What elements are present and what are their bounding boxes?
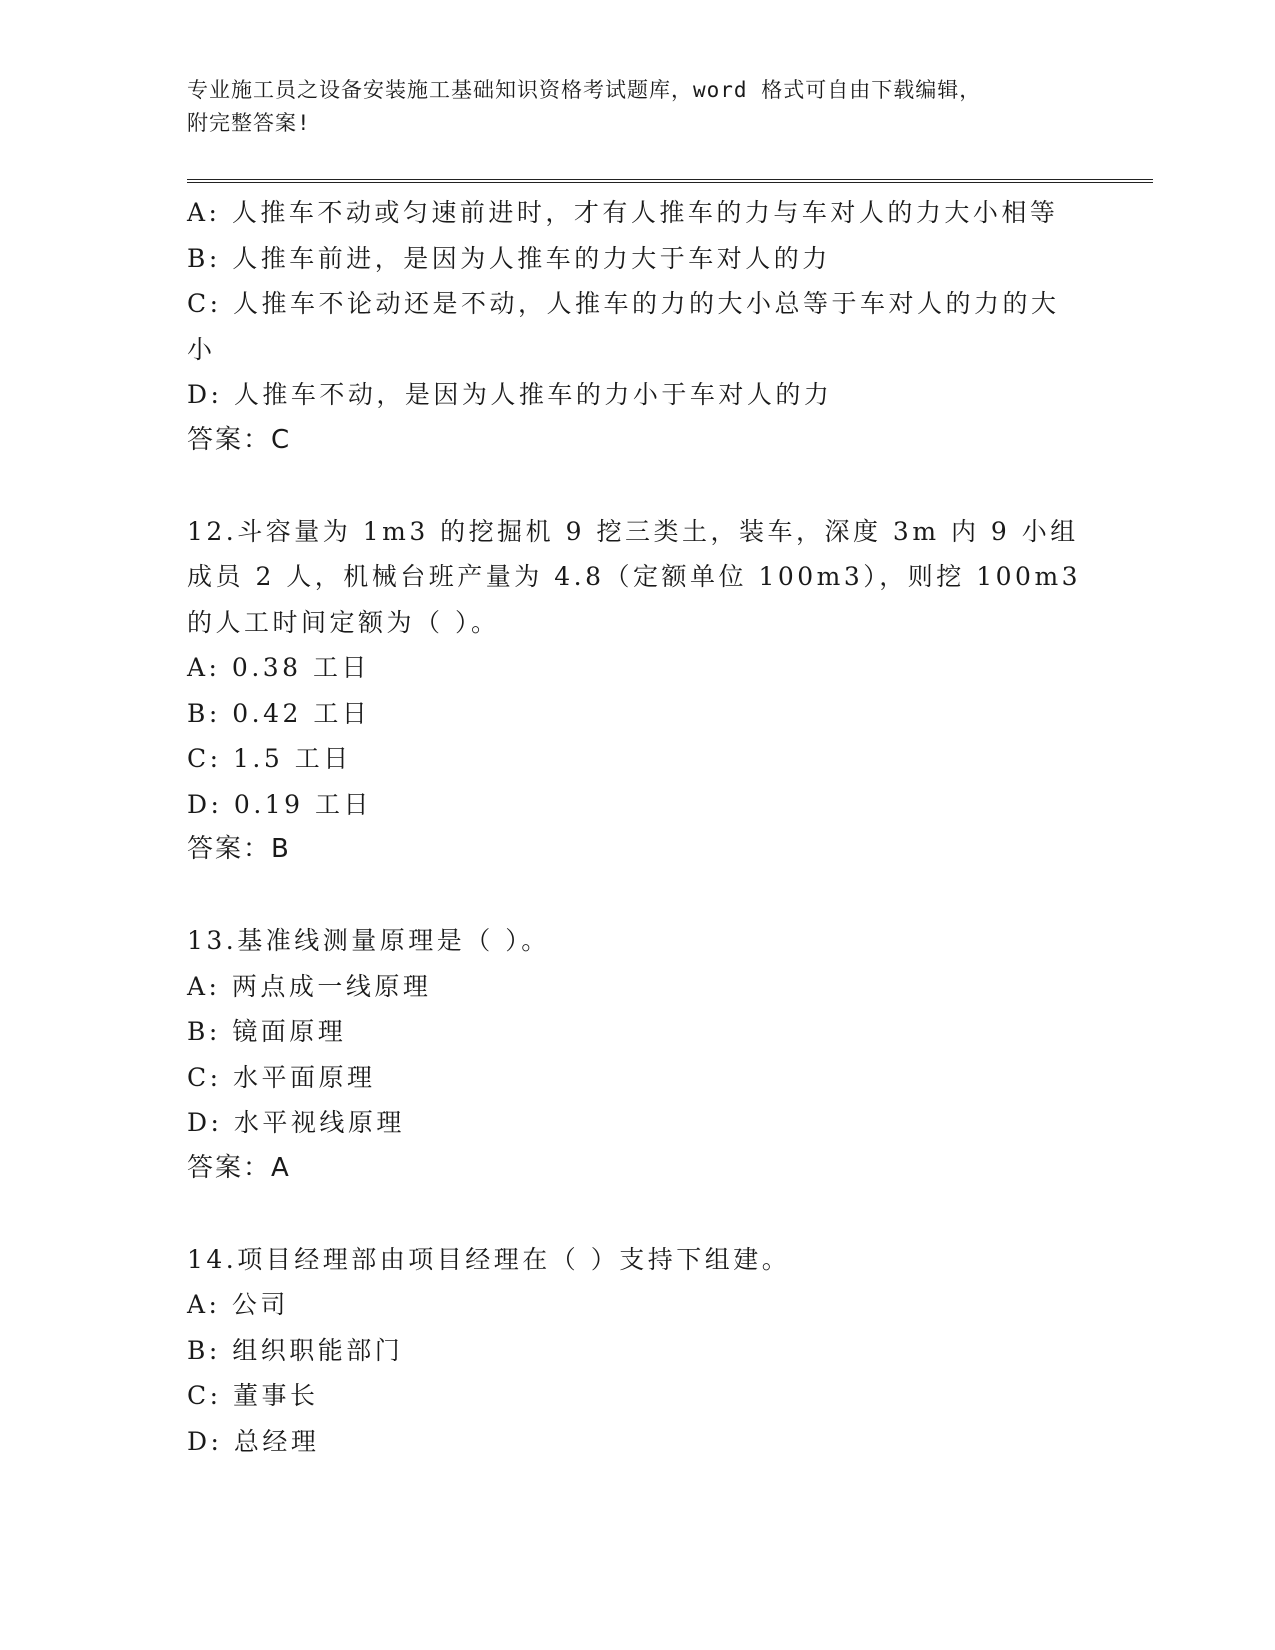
option-b: B: 组织职能部门 [187, 1335, 404, 1365]
question-11 [187, 190, 1087, 463]
answer-label: 答案：A [187, 1152, 291, 1183]
option-a: A: 人推车不动或匀速前进时，才有人推车的力与车对人的力大小相等 [187, 198, 1059, 227]
question-stem: 14.项目经理部由项目经理在（ ）支持下组建。 [187, 1244, 791, 1274]
spacer [187, 1191, 1087, 1237]
option-d: D: 0.19 工日 [187, 789, 373, 819]
question-14 [187, 1237, 1087, 1465]
question-13 [187, 918, 1087, 1191]
document-header [187, 74, 1087, 140]
option-d: D: 水平视线原理 [187, 1108, 405, 1137]
header-divider [187, 179, 1153, 183]
option-a: A: 公司 [187, 1290, 289, 1319]
option-a: A: 两点成一线原理 [187, 971, 432, 1001]
option-c: C: 董事长 [187, 1381, 319, 1410]
spacer [187, 873, 1087, 919]
answer-label: 答案：C [187, 424, 292, 455]
header-line-2: 附完整答案! [187, 111, 311, 135]
option-b: B: 人推车前进，是因为人推车的力大于车对人的力 [187, 243, 831, 273]
option-d: D: 人推车不动，是因为人推车的力小于车对人的力 [187, 380, 833, 409]
option-c: C: 1.5 工日 [187, 744, 352, 773]
option-a: A: 0.38 工日 [187, 653, 371, 682]
option-c: C: 水平面原理 [187, 1062, 376, 1092]
option-d: D: 总经理 [187, 1426, 320, 1456]
option-c: C: 人推车不论动还是不动，人推车的力的大小总等于车对人的力的大小 [187, 289, 1060, 364]
document-body [187, 190, 1093, 1464]
spacer [187, 463, 1087, 509]
option-b: B: 镜面原理 [187, 1017, 347, 1046]
question-stem: 13.基准线测量原理是（ ）。 [187, 926, 550, 955]
header-line-1: 专业施工员之设备安装施工基础知识资格考试题库，word 格式可自由下载编辑， [187, 78, 982, 102]
question-12 [187, 509, 1093, 873]
answer-label: 答案：B [187, 834, 291, 864]
option-b: B: 0.42 工日 [187, 698, 371, 728]
question-stem: 12.斗容量为 1m3 的挖掘机 9 挖三类土，装车，深度 3m 内 9 小组成员 2 人，机械台班产量为 4.8（定额单位 100m3），则挖 100m3 的人工时间定额为（ ）。 [187, 516, 1093, 637]
